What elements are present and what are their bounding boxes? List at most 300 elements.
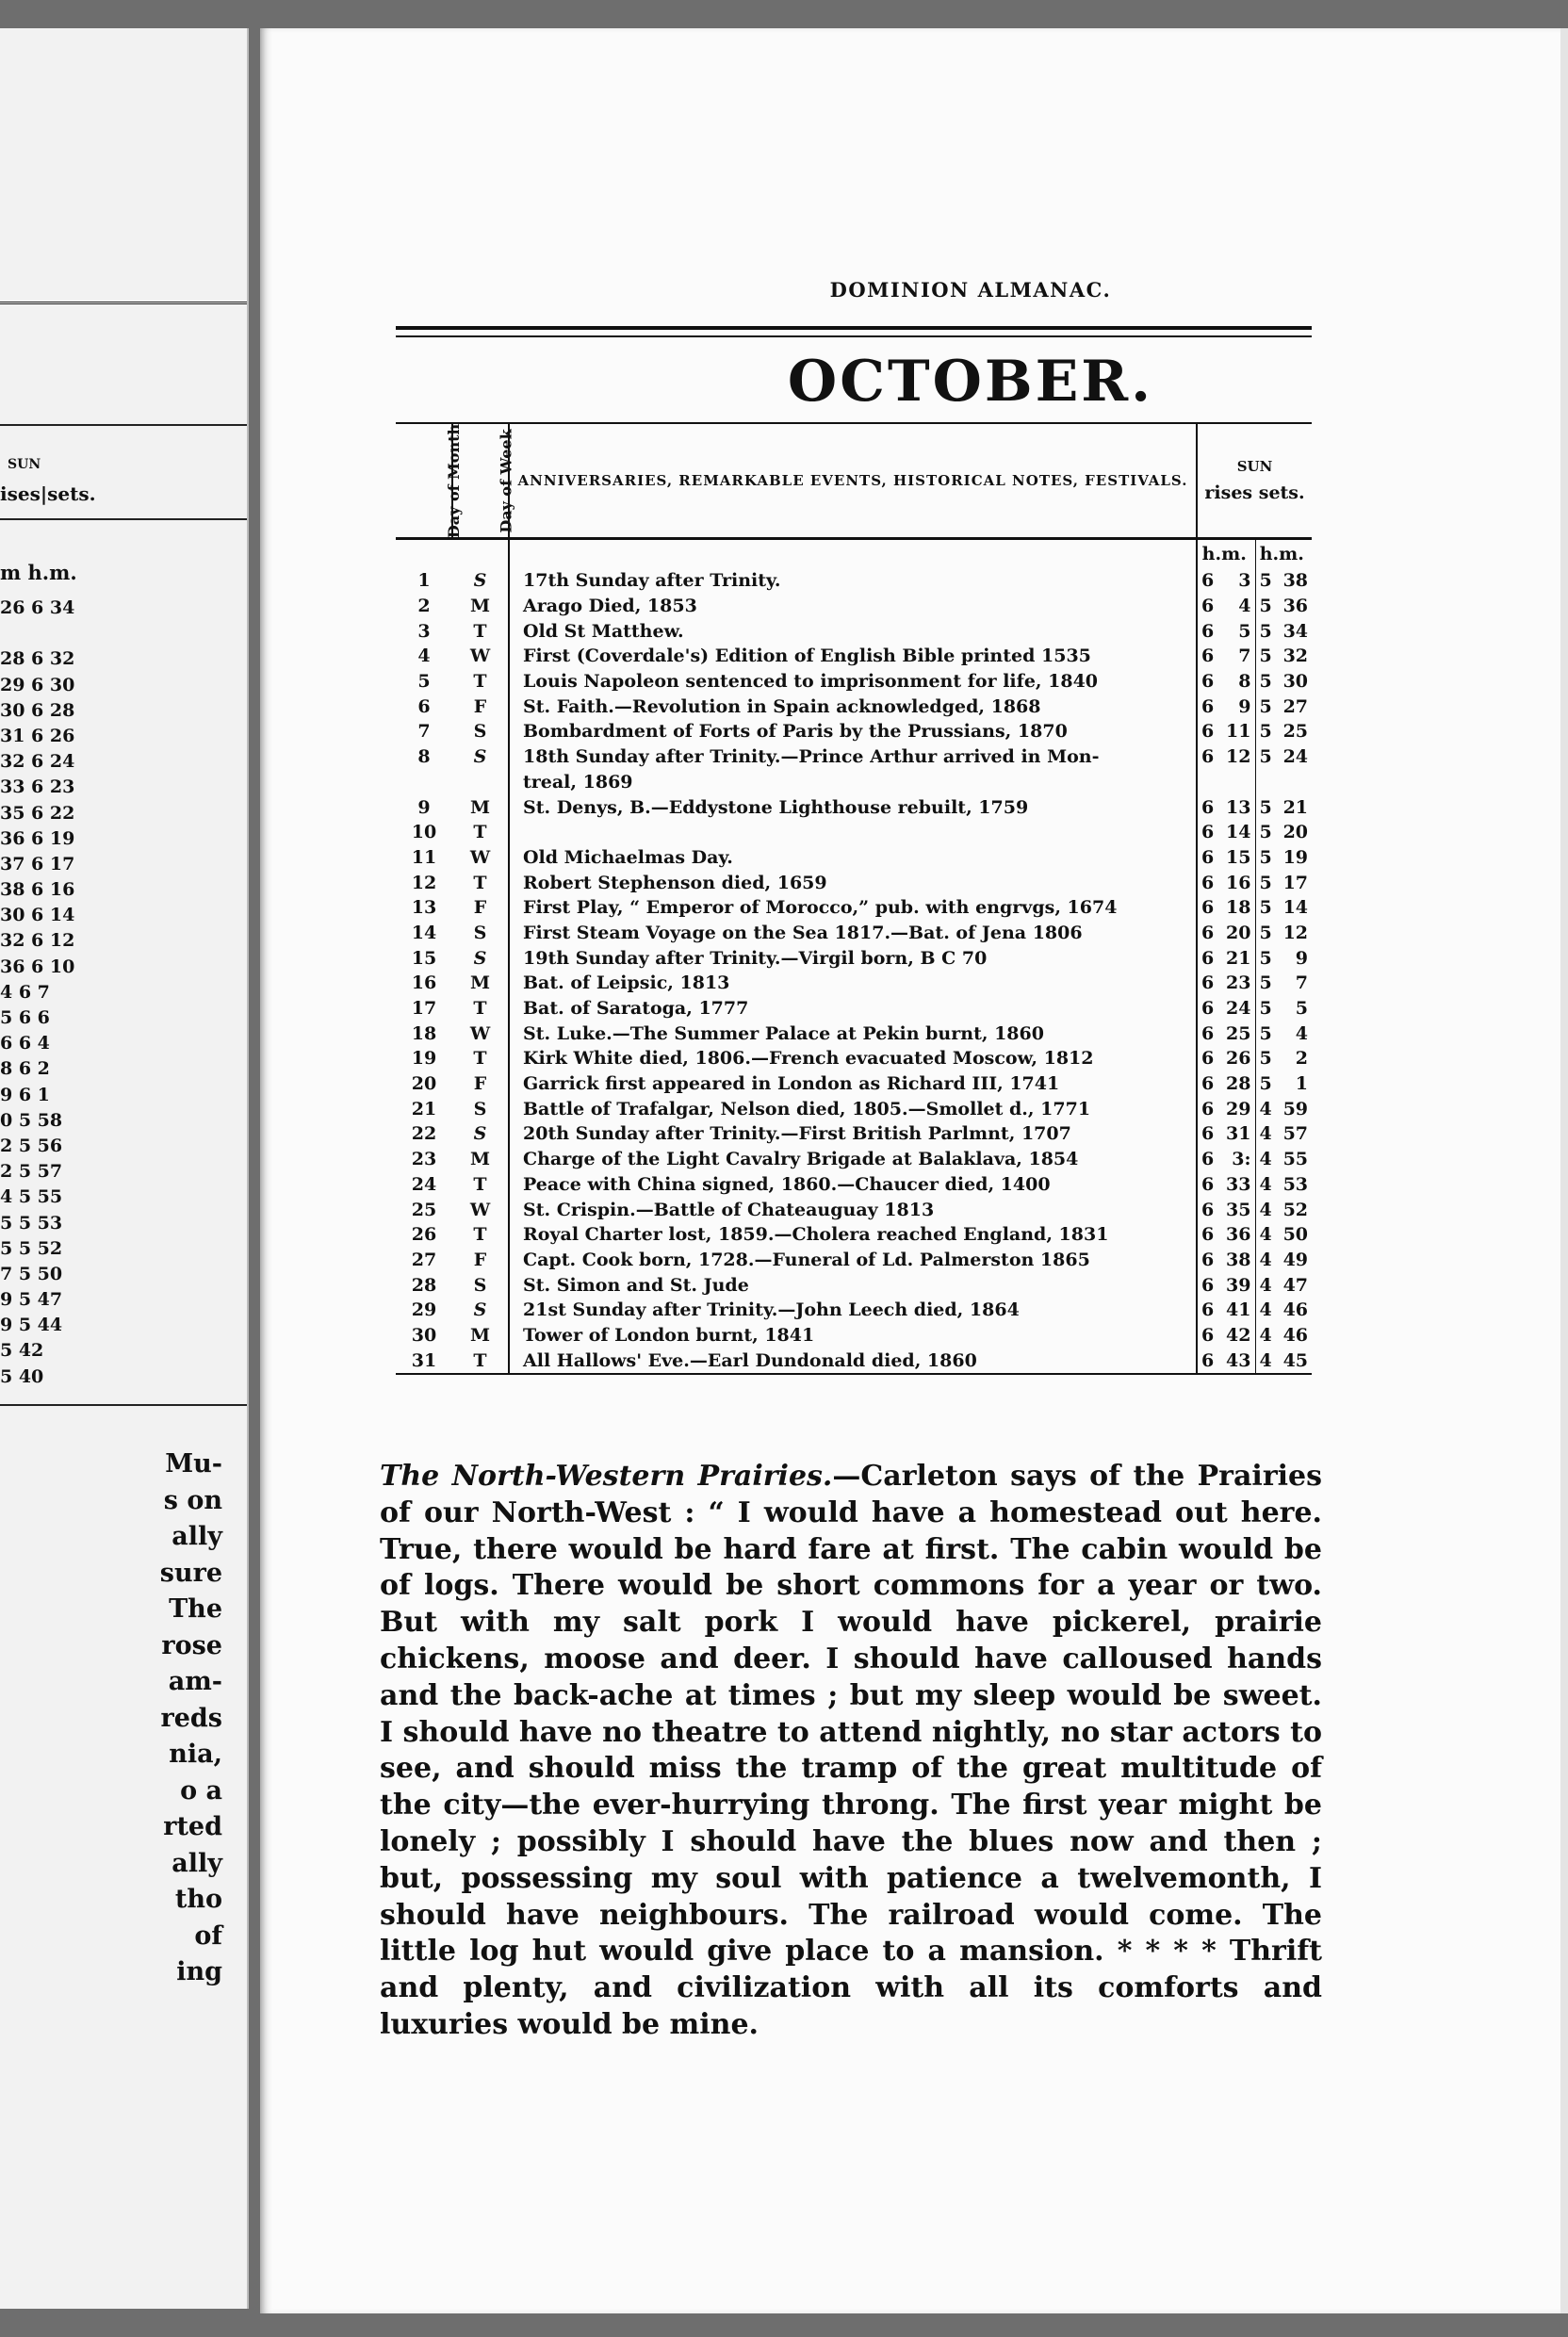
sun-label: SUN <box>1236 458 1273 475</box>
sunrise-minute: 16 <box>1216 870 1255 895</box>
day-of-month: 29 <box>411 1299 437 1321</box>
facing-text-line: ing <box>176 1957 222 1986</box>
sunset-minute: 7 <box>1295 972 1309 994</box>
facing-sun-row: 5 42 <box>0 1340 44 1362</box>
sunset-hour: 4 <box>1259 1299 1272 1321</box>
sunrise-hour: 6 <box>1201 746 1215 768</box>
sunset-minute: 1 <box>1295 1073 1309 1095</box>
day-of-month: 20 <box>411 1073 437 1095</box>
sunset-minute: 46 <box>1282 1324 1309 1346</box>
event-text: Louis Napoleon sentenced to imprisonment for life, 1840 <box>509 669 1197 695</box>
header-rule <box>396 326 1312 330</box>
sunrise-hour: 6 <box>1201 947 1215 969</box>
sunset-minute: 20 <box>1282 822 1309 843</box>
sunset-minute: 45 <box>1274 1348 1312 1374</box>
event-text: Royal Charter lost, 1859.—Cholera reached England, 1831 <box>509 1222 1197 1248</box>
day-of-month: 30 <box>411 1324 437 1346</box>
event-text: Kirk White died, 1806.—French evacuated Moscow, 1812 <box>509 1046 1197 1071</box>
day-of-week: S <box>452 719 509 744</box>
sunset-hour: 5 <box>1259 721 1272 743</box>
sunset-hour <box>1255 770 1274 795</box>
facing-text-line: s on <box>163 1485 222 1515</box>
calendar-row <box>396 1272 1312 1298</box>
event-text: St. Denys, B.—Eddystone Lighthouse rebuilt, 1759 <box>509 794 1197 820</box>
facing-text-line: tho <box>174 1885 222 1914</box>
sunset-minute: 24 <box>1282 746 1309 768</box>
event-text: All Hallows' Eve.—Earl Dundonald died, 1860 <box>509 1348 1197 1374</box>
facing-page-rule <box>0 424 247 426</box>
calendar-row <box>396 568 1312 594</box>
sunset-hour: 5 <box>1259 796 1272 818</box>
calendar-table <box>396 422 1312 1375</box>
sunset-hour: 5 <box>1259 695 1272 717</box>
calendar-row <box>396 1046 1312 1071</box>
sunrise-minute: 24 <box>1216 996 1255 1021</box>
sunrise-minute: 21 <box>1216 945 1255 971</box>
almanac-page <box>260 28 1568 2313</box>
sunrise-hour: 6 <box>1197 1348 1216 1374</box>
sunrise-hour: 6 <box>1201 897 1215 919</box>
calendar-header-row <box>396 423 1312 539</box>
day-of-week: M <box>452 794 509 820</box>
day-of-week: M <box>452 1147 509 1172</box>
sunset-hour: 5 <box>1259 972 1272 994</box>
calendar-row <box>396 845 1312 871</box>
sunrise-minute: 5 <box>1216 618 1255 644</box>
event-text: Battle of Trafalgar, Nelson died, 1805.—Smollet d., 1771 <box>509 1096 1197 1121</box>
facing-sun-row: 36 6 19 <box>0 827 75 849</box>
day-of-month: 12 <box>411 872 437 893</box>
sunset-hour: 4 <box>1259 1224 1272 1246</box>
sunset-hour: 5 <box>1259 922 1272 943</box>
sunset-minute: 12 <box>1282 922 1309 943</box>
sunset-minute: 19 <box>1282 846 1309 868</box>
day-of-week: T <box>452 820 509 845</box>
sunrise-hour: 6 <box>1201 1149 1215 1170</box>
calendar-row <box>396 618 1312 644</box>
calendar-row <box>396 870 1312 895</box>
sunset-minute: 17 <box>1282 872 1309 893</box>
day-of-week <box>452 770 509 795</box>
sunset-hour: 4 <box>1259 1173 1272 1195</box>
day-of-month: 16 <box>411 972 437 994</box>
sunset-hour: 5 <box>1259 897 1272 919</box>
sunrise-minute: 25 <box>1216 1021 1255 1046</box>
sunrise-hour: 6 <box>1201 922 1215 943</box>
event-text: St. Luke.—The Summer Palace at Pekin burnt, 1860 <box>509 1021 1197 1046</box>
day-of-week: T <box>452 996 509 1021</box>
facing-sun-row: 26 6 34 <box>0 597 75 618</box>
calendar-row <box>396 1248 1312 1273</box>
facing-sun-row <box>0 623 245 648</box>
calendar-row <box>396 694 1312 719</box>
day-of-week: M <box>452 594 509 619</box>
day-of-week: T <box>452 870 509 895</box>
day-of-week: S <box>452 1096 509 1121</box>
calendar-row <box>396 669 1312 695</box>
event-text: Garrick first appeared in London as Richard III, 1741 <box>509 1071 1197 1097</box>
calendar-row <box>396 1222 1312 1248</box>
sunset-hour: 4 <box>1259 1098 1272 1119</box>
sunrise-hour: 6 <box>1201 1123 1215 1145</box>
rises-label: rises <box>1204 482 1253 503</box>
facing-page-rule <box>0 1404 247 1406</box>
calendar-row <box>396 794 1312 820</box>
facing-text-line: o a <box>180 1775 222 1806</box>
day-of-month: 3 <box>417 620 431 642</box>
day-of-month <box>396 770 452 795</box>
day-of-month: 10 <box>411 822 437 843</box>
sunrise-minute: 3 <box>1216 568 1255 594</box>
event-text: 18th Sunday after Trinity.—Prince Arthur arrived in Mon- <box>509 744 1197 770</box>
day-of-month: 15 <box>411 947 437 969</box>
sunset-minute: 59 <box>1282 1098 1309 1119</box>
sunrise-minute: 31 <box>1216 1121 1255 1147</box>
event-text: Bat. of Leipsic, 1813 <box>509 971 1197 996</box>
sunset-hour: 5 <box>1259 596 1272 617</box>
facing-sun-row: 36 6 10 <box>0 956 75 977</box>
sunrise-hour: 6 <box>1201 998 1215 1020</box>
sunrise-hour: 6 <box>1201 570 1215 592</box>
facing-text-line: nia, <box>169 1740 222 1769</box>
day-of-month: 1 <box>417 570 431 592</box>
facing-sun-row: 2 5 56 <box>0 1135 63 1156</box>
calendar-row <box>396 820 1312 845</box>
event-text: Capt. Cook born, 1728.—Funeral of Ld. Palmerston 1865 <box>509 1248 1197 1273</box>
sunrise-minute: 15 <box>1216 845 1255 871</box>
day-of-month: 24 <box>411 1173 437 1195</box>
day-of-week: W <box>452 1021 509 1046</box>
sunrise-hour: 6 <box>1201 1199 1215 1220</box>
day-of-month: 11 <box>411 846 437 868</box>
day-of-month: 27 <box>411 1249 437 1270</box>
sunset-hour: 5 <box>1259 872 1272 893</box>
sunrise-minute: 42 <box>1216 1323 1255 1348</box>
sunrise-minute: 29 <box>1216 1096 1255 1121</box>
sunset-hour: 4 <box>1259 1123 1272 1145</box>
calendar-row <box>396 770 1312 795</box>
sunrise-minute: 13 <box>1216 794 1255 820</box>
calendar-row <box>396 1323 1312 1348</box>
col-sun <box>1197 423 1312 539</box>
page-edge <box>1560 28 1568 2313</box>
day-of-month: 14 <box>411 922 437 943</box>
day-of-week: W <box>452 1197 509 1222</box>
sunrise-minute: 8 <box>1216 669 1255 695</box>
day-of-month: 21 <box>411 1098 437 1119</box>
sunset-minute: 53 <box>1282 1173 1309 1195</box>
day-of-month: 18 <box>411 1022 437 1044</box>
sunrise-hour: 6 <box>1201 1299 1215 1321</box>
calendar-row <box>396 594 1312 619</box>
event-text: Bombardment of Forts of Paris by the Prussians, 1870 <box>509 719 1197 744</box>
day-of-month: 4 <box>417 646 431 667</box>
calendar-row <box>396 719 1312 744</box>
day-of-month: 8 <box>417 746 431 768</box>
sunrise-minute: 3: <box>1216 1147 1255 1172</box>
sunrise-hour: 6 <box>1201 1173 1215 1195</box>
sunset-minute: 4 <box>1295 1022 1309 1044</box>
facing-sun-row: 9 5 44 <box>0 1315 63 1336</box>
month-title: OCTOBER. <box>787 349 1154 415</box>
day-of-week: S <box>452 744 509 770</box>
almanac-title: DOMINION ALMANAC. <box>829 278 1112 302</box>
sunset-minute: 38 <box>1282 570 1309 592</box>
sunset-minute: 55 <box>1282 1149 1309 1170</box>
facing-sun-row: 8 6 2 <box>0 1058 50 1080</box>
day-of-week: W <box>452 845 509 871</box>
sets-label: sets. <box>1258 482 1305 503</box>
sunset-minute: 21 <box>1282 796 1309 818</box>
sunrise-hour: 6 <box>1201 872 1215 893</box>
day-of-month: 22 <box>411 1123 437 1145</box>
facing-text-line: am- <box>168 1667 222 1696</box>
facing-sun-row: 0 5 58 <box>0 1109 63 1131</box>
facing-sun-row: 5 6 6 <box>0 1007 50 1028</box>
event-text: St. Faith.—Revolution in Spain acknowledged, 1868 <box>509 694 1197 719</box>
day-of-week: T <box>452 669 509 695</box>
facing-text-line: sure <box>159 1558 222 1588</box>
sunset-minute: 57 <box>1282 1123 1309 1145</box>
facing-sun-row: 31 6 26 <box>0 725 75 746</box>
event-text: 17th Sunday after Trinity. <box>509 568 1197 594</box>
facing-sun-row: 5 5 53 <box>0 1212 63 1234</box>
sunset-minute: 50 <box>1282 1224 1309 1246</box>
essay-body: —Carleton says of the Prairies of our North-West : “ I would have a homestead out here. True, there would be hard fare at first. The cabin would be of logs. There would be short commons for a year or two. But with my salt pork I would have pickerel, prairie chickens, moose and deer. I should have calloused hands and the back-ache at times ; but my sleep would be sweet. I should have no theatre to attend nightly, no star actors to see, and should miss the tramp of the great multitude of the city—the ever-hurrying throng. The first year might be lonely ; possibly I should have the blues now and then ; but, possessing my soul with patience a twelvemonth, I should have neighbours. The railroad would come. The little log hut would give place to a mansion. * * * * Thrift and plenty, and civilization with all its comforts and luxuries would be mine. <box>380 1460 1322 2041</box>
facing-text-line: reds <box>160 1703 222 1733</box>
sunset-minute: 9 <box>1295 947 1309 969</box>
sunrise-minute: 43 <box>1216 1348 1255 1374</box>
facing-sun-row: 30 6 28 <box>0 699 75 721</box>
col-day-of-week: Day of Week <box>452 423 509 539</box>
sunrise-hour: 6 <box>1201 1249 1215 1270</box>
calendar-row <box>396 1096 1312 1121</box>
event-text: First Steam Voyage on the Sea 1817.—Bat. of Jena 1806 <box>509 921 1197 946</box>
facing-sun-row: 35 6 22 <box>0 802 75 824</box>
event-text: St. Simon and St. Jude <box>509 1272 1197 1298</box>
sunrise-hour: 6 <box>1201 796 1215 818</box>
event-text: 19th Sunday after Trinity.—Virgil born, B C 70 <box>509 945 1197 971</box>
facing-text-line: Mu- <box>165 1449 222 1479</box>
header-rule <box>396 335 1312 337</box>
day-of-month: 23 <box>411 1149 437 1170</box>
calendar-row <box>396 1121 1312 1147</box>
facing-sun-row: 5 5 52 <box>0 1237 63 1259</box>
day-of-week: W <box>452 644 509 669</box>
sunrise-hour: 6 <box>1201 822 1215 843</box>
facing-sun-row: 32 6 12 <box>0 930 75 952</box>
calendar-row <box>396 945 1312 971</box>
sunset-hour: 4 <box>1255 1348 1274 1374</box>
sunset-minute: 52 <box>1282 1199 1309 1220</box>
facing-text-line: The <box>169 1594 222 1624</box>
day-of-month: 6 <box>417 695 431 717</box>
calendar-row <box>396 996 1312 1021</box>
facing-sun-row: 29 6 30 <box>0 674 75 695</box>
sunset-minute: 49 <box>1282 1249 1309 1270</box>
day-of-week: T <box>452 1348 509 1374</box>
facing-sun-header: SUN <box>8 457 41 472</box>
day-of-week: M <box>452 1323 509 1348</box>
day-of-week: T <box>452 1046 509 1071</box>
sunset-hour: 5 <box>1259 746 1272 768</box>
day-of-month: 2 <box>417 596 431 617</box>
running-header <box>260 278 1568 302</box>
event-text <box>509 820 1197 845</box>
sunset-minute: 2 <box>1295 1048 1309 1070</box>
sunset-minute <box>1274 770 1312 795</box>
day-of-month: 17 <box>411 998 437 1020</box>
sunrise-minute: 33 <box>1216 1172 1255 1198</box>
day-of-week: F <box>452 694 509 719</box>
sunset-minute: 27 <box>1282 695 1309 717</box>
sunset-minute: 46 <box>1282 1299 1309 1321</box>
facing-sun-rows <box>0 597 245 1392</box>
sunset-hour: 4 <box>1259 1324 1272 1346</box>
event-text: Old St Matthew. <box>509 618 1197 644</box>
sets-hm: h.m. <box>1259 544 1304 564</box>
event-text: 21st Sunday after Trinity.—John Leech died, 1864 <box>509 1298 1197 1323</box>
sunset-minute: 25 <box>1282 721 1309 743</box>
sunset-hour: 4 <box>1259 1149 1272 1170</box>
facing-text-fragment <box>160 1449 222 1994</box>
calendar-row <box>396 921 1312 946</box>
event-text: 20th Sunday after Trinity.—First British Parlmnt, 1707 <box>509 1121 1197 1147</box>
facing-sun-row: 30 6 14 <box>0 905 75 926</box>
sunrise-minute: 4 <box>1216 594 1255 619</box>
calendar-row <box>396 644 1312 669</box>
sunset-hour: 5 <box>1259 947 1272 969</box>
calendar-row <box>396 744 1312 770</box>
sunset-minute: 5 <box>1295 998 1309 1020</box>
event-text: Peace with China signed, 1860.—Chaucer died, 1400 <box>509 1172 1197 1198</box>
facing-page-fragment <box>0 28 249 2309</box>
col-day-of-month: Day of Month <box>396 423 452 539</box>
day-of-month: 26 <box>411 1224 437 1246</box>
sunrise-minute <box>1216 770 1255 795</box>
sunset-hour: 5 <box>1259 1048 1272 1070</box>
event-text: Bat. of Saratoga, 1777 <box>509 996 1197 1021</box>
sunrise-minute: 18 <box>1216 895 1255 921</box>
sunrise-hour: 6 <box>1201 620 1215 642</box>
day-of-week: S <box>452 945 509 971</box>
sunrise-minute: 26 <box>1216 1046 1255 1071</box>
sunrise-hour: 6 <box>1201 1224 1215 1246</box>
day-of-week: T <box>452 618 509 644</box>
col-events: ANNIVERSARIES, REMARKABLE EVENTS, HISTORICAL NOTES, FESTIVALS. <box>509 423 1197 539</box>
sunset-minute: 47 <box>1282 1274 1309 1296</box>
day-of-month: 13 <box>411 897 437 919</box>
sunset-hour: 5 <box>1259 998 1272 1020</box>
event-text: Tower of London burnt, 1841 <box>509 1323 1197 1348</box>
day-of-week: S <box>452 1121 509 1147</box>
day-of-week: F <box>452 1071 509 1097</box>
day-of-week: S <box>452 1272 509 1298</box>
event-text: St. Crispin.—Battle of Chateauguay 1813 <box>509 1197 1197 1222</box>
sunrise-hour: 6 <box>1201 846 1215 868</box>
sunrise-hour: 6 <box>1201 1022 1215 1044</box>
day-of-week: T <box>452 1222 509 1248</box>
sunrise-minute: 9 <box>1216 694 1255 719</box>
facing-sun-row: 9 5 47 <box>0 1289 63 1311</box>
sunset-hour: 5 <box>1259 1022 1272 1044</box>
facing-text-line: ally <box>172 1848 222 1878</box>
calendar-row <box>396 1348 1312 1374</box>
facing-sun-row: 4 5 55 <box>0 1186 63 1208</box>
calendar-row <box>396 1197 1312 1222</box>
day-of-month: 19 <box>411 1048 437 1070</box>
sunset-hour: 5 <box>1259 1073 1272 1095</box>
facing-text-line: of <box>194 1920 222 1951</box>
facing-sun-subheader: ises|sets. <box>0 482 96 505</box>
calendar-row <box>396 1147 1312 1172</box>
day-of-week: S <box>452 568 509 594</box>
sunrise-minute: 38 <box>1216 1248 1255 1273</box>
event-text: Arago Died, 1853 <box>509 594 1197 619</box>
day-of-week: F <box>452 1248 509 1273</box>
sunrise-hour: 6 <box>1201 596 1215 617</box>
facing-sun-row: 38 6 16 <box>0 879 75 901</box>
sunrise-hour: 6 <box>1201 671 1215 693</box>
day-of-week: S <box>452 1298 509 1323</box>
calendar-row <box>396 1172 1312 1198</box>
sunset-minute: 32 <box>1282 646 1309 667</box>
facing-sun-row: 6 6 4 <box>0 1033 50 1054</box>
day-of-week: M <box>452 971 509 996</box>
sunrise-minute: 14 <box>1216 820 1255 845</box>
sunset-minute: 34 <box>1282 620 1309 642</box>
facing-sun-row: 28 6 32 <box>0 648 75 670</box>
facing-text-line: rted <box>163 1812 222 1841</box>
facing-sun-row: 5 40 <box>0 1365 44 1387</box>
day-of-week: S <box>452 921 509 946</box>
sunset-minute: 36 <box>1282 596 1309 617</box>
event-text: treal, 1869 <box>509 770 1197 795</box>
calendar-row <box>396 1021 1312 1046</box>
sunrise-hour: 6 <box>1201 1324 1215 1346</box>
sunrise-minute: 39 <box>1216 1272 1255 1298</box>
day-of-month: 9 <box>417 796 431 818</box>
facing-sun-row: 32 6 24 <box>0 751 75 773</box>
sunrise-hour: 6 <box>1201 695 1215 717</box>
sunset-hour: 5 <box>1259 620 1272 642</box>
sunrise-hour: 6 <box>1201 1048 1215 1070</box>
day-of-month: 5 <box>417 671 431 693</box>
sunrise-minute: 41 <box>1216 1298 1255 1323</box>
calendar-row <box>396 895 1312 921</box>
rises-hm: h.m. <box>1197 539 1255 569</box>
sunrise-hour: 6 <box>1201 646 1215 667</box>
sunset-hour: 5 <box>1259 646 1272 667</box>
day-of-week: T <box>452 1172 509 1198</box>
facing-sun-row: 37 6 17 <box>0 853 75 874</box>
day-of-month: 25 <box>411 1199 437 1220</box>
sunrise-hour: 6 <box>1201 721 1215 743</box>
calendar-row <box>396 1298 1312 1323</box>
calendar-row <box>396 971 1312 996</box>
day-of-month: 7 <box>417 721 431 743</box>
sunset-hour: 4 <box>1259 1274 1272 1296</box>
day-of-week: F <box>452 895 509 921</box>
essay-paragraph <box>380 1459 1322 2044</box>
calendar-row <box>396 1071 1312 1097</box>
event-text: Robert Stephenson died, 1659 <box>509 870 1197 895</box>
sunset-minute: 30 <box>1282 671 1309 693</box>
sunset-hour: 4 <box>1259 1249 1272 1270</box>
sunrise-hour: 6 <box>1201 1274 1215 1296</box>
sunrise-minute: 35 <box>1216 1197 1255 1222</box>
sunrise-minute: 28 <box>1216 1071 1255 1097</box>
